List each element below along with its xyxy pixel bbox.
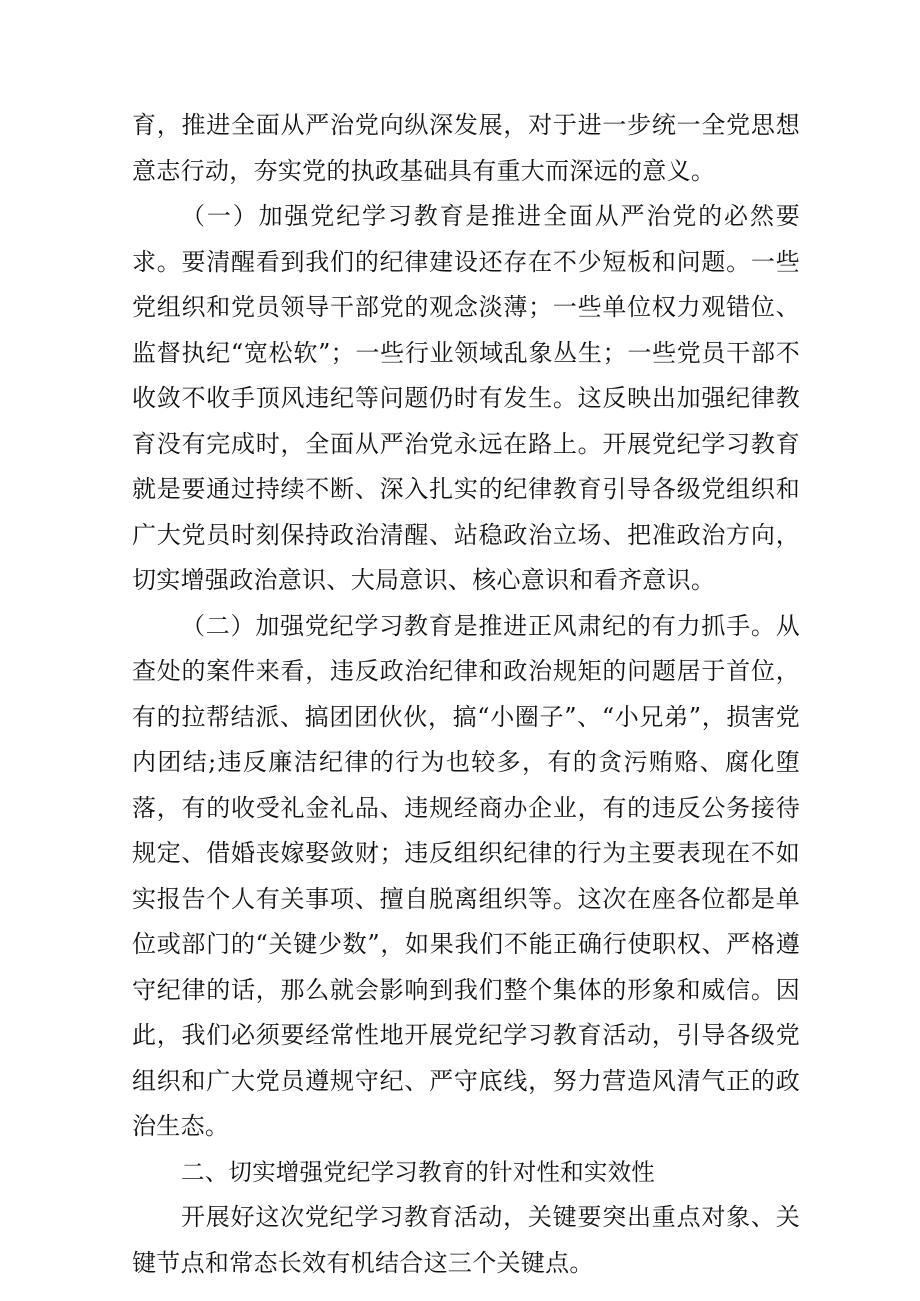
paragraph-section-two-intro: 开展好这次党纪学习教育活动，关键要突出重点对象、关键节点和常态长效有机结合这三个关键点。 (132, 1203, 800, 1277)
paragraph-section-one: （一）加强党纪学习教育是推进全面从严治党的必然要求。要清醒看到我们的纪律建设还存在不少短板和问题。一些党组织和党员领导干部党的观念淡薄；一些单位权力观错位、监督执纪“宽松软”；一些行业领域乱象丛生；一些党员干部不收敛不收手顶风违纪等问题仍时有发生。这反映出加强纪律教育没有完成时，全面从严治党永远在路上。开展党纪学习教育就是要通过持续不断、深入扎实的纪律教育引导各级党组织和广大党员时刻保持政治清醒、站稳政治立场、把准政治方向，切实增强政治意识、大局意识、核心意识和看齐意识。 (132, 202, 800, 594)
paragraph-section-two: （二）加强党纪学习教育是推进正风肃纪的有力抓手。从查处的案件来看，违反政治纪律和政治规矩的问题居于首位，有的拉帮结派、搞团团伙伙，搞“小圈子”、“小兄弟”，损害党内团结;违反廉洁纪律的行为也较多，有的贪污贿赂、腐化堕落，有的收受礼金礼品、违规经商办企业，有的违反公务接待规定、借婚丧嫁娶敛财；违反组织纪律的行为主要表现在不如实报告个人有关事项、擅自脱离组织等。这次在座各位都是单位或部门的“关键少数”，如果我们不能正确行使职权、严格遵守纪律的话，那么就会影响到我们整个集体的形象和威信。因此，我们必须要经常性地开展党纪学习教育活动，引导各级党组织和广大党员遵规守纪、严守底线，努力营造风清气正的政治生态。 (132, 611, 800, 1140)
section-heading-two: 二、切实增强党纪学习教育的针对性和实效性 (181, 1157, 655, 1186)
document-page (132, 103, 800, 1286)
paragraph-continuation: 育，推进全面从严治党向纵深发展，对于进一步统一全党思想意志行动，夯实党的执政基础具有重大而深远的意义。 (132, 111, 800, 185)
